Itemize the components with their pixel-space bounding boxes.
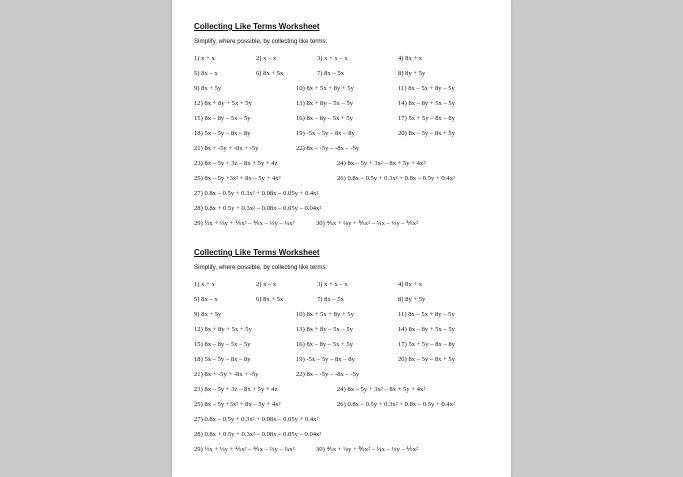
question-item: 21) 8x + -5y + -8x + -5y <box>194 145 259 152</box>
question-row <box>194 445 504 457</box>
question-item: 2) x – x <box>256 281 277 288</box>
question-item: 7) 8x – 5x <box>317 296 344 303</box>
question-item: 9) 8x + 5y <box>194 311 222 318</box>
question-item: 28) 0.8x + 0.5y + 0.3x² – 0.08x – 0.05y – 0.04x² <box>194 205 322 212</box>
question-item: 27) 0.8x – 0.5y + 0.3x² + 0.08x – 0.05y + 0.4x² <box>194 190 319 197</box>
question-row <box>194 114 504 126</box>
question-item: 15) 8x – 8y – 5x – 5y <box>194 115 251 122</box>
question-item: 2) x – x <box>256 55 277 62</box>
worksheet-title: Collecting Like Terms Worksheet <box>194 248 320 257</box>
question-row <box>194 129 504 141</box>
question-row <box>194 340 504 352</box>
question-item: 26) 0.8x – 0.5y + 0.3x² + 0.8x – 0.5y + 0.4x² <box>337 175 455 182</box>
question-item: 9) 8x + 5y <box>194 85 222 92</box>
question-item: 19) -5x – 5y – 8x – 8y <box>296 356 355 363</box>
question-item: 30) ⅘x + ⅛y + ⅗x² – ¼x – ⅓y – ⅕x² <box>316 220 418 227</box>
question-row <box>194 99 504 111</box>
question-item: 17) 5x + 5y – 8x – 8y <box>398 115 456 122</box>
question-row <box>194 355 504 367</box>
question-row <box>194 204 504 216</box>
question-row <box>194 189 504 201</box>
question-row <box>194 280 504 292</box>
question-item: 5) 8x – x <box>194 296 218 303</box>
question-item: 1) x + x <box>194 281 215 288</box>
worksheet-instruction: Simplify, where possible, by collecting like terms: <box>194 264 328 271</box>
question-item: 10) 8x + 5x + 8y + 5y <box>296 311 354 318</box>
question-row <box>194 295 504 307</box>
question-item: 14) 8x – 8y + 5x – 5y <box>398 326 456 333</box>
question-row <box>194 54 504 66</box>
question-item: 3) x + x – x <box>317 55 348 62</box>
question-row <box>194 325 504 337</box>
question-item: 12) 8x + 8y + 5x + 5y <box>194 326 252 333</box>
question-item: 4) 8x + x <box>398 55 423 62</box>
question-item: 13) 8x + 8y – 5x – 5y <box>296 100 354 107</box>
question-item: 5) 8x – x <box>194 70 218 77</box>
question-item: 25) 8x – 5y +3x² + 8x – 5y + 4x² <box>194 401 281 408</box>
question-item: 22) 8x – -5y – -8x – -5y <box>296 145 360 152</box>
question-row <box>194 430 504 442</box>
question-item: 28) 0.8x + 0.5y + 0.3x² – 0.08x – 0.05y – 0.04x² <box>194 431 322 438</box>
question-row <box>194 310 504 322</box>
document-page <box>172 0 511 477</box>
question-row <box>194 385 504 397</box>
question-item: 23) 8x – 5y + 3z – 8x + 5y + 4z <box>194 160 278 167</box>
question-item: 10) 8x + 5x + 8y + 5y <box>296 85 354 92</box>
question-item: 22) 8x – -5y – -8x – -5y <box>296 371 360 378</box>
question-row <box>194 174 504 186</box>
question-item: 24) 8x – 5y + 3x² – 8x + 5y + 4x² <box>337 160 426 167</box>
question-row <box>194 219 504 231</box>
worksheet-title: Collecting Like Terms Worksheet <box>194 22 320 31</box>
question-row <box>194 400 504 412</box>
question-row <box>194 84 504 96</box>
question-item: 8) 8y + 5y <box>398 70 426 77</box>
question-item: 20) 8x – 5y – 8x + 5y <box>398 356 456 363</box>
question-item: 26) 0.8x – 0.5y + 0.3x² + 0.8x – 0.5y + 0.4x² <box>337 401 455 408</box>
question-item: 30) ⅘x + ⅛y + ⅗x² – ¼x – ⅓y – ⅕x² <box>316 446 418 453</box>
question-item: 17) 5x + 5y – 8x – 8y <box>398 341 456 348</box>
question-item: 29) ½x + ⅓y + ⅕x² – ⅘x – ⅔y – ¼x² <box>194 446 295 453</box>
question-row <box>194 370 504 382</box>
question-item: 14) 8x – 8y + 5x – 5y <box>398 100 456 107</box>
question-item: 16) 8x – 8y – 5x + 5y <box>296 341 354 348</box>
question-row <box>194 159 504 171</box>
question-item: 11) 8x – 5x + 8y – 5y <box>398 85 455 92</box>
question-row <box>194 415 504 427</box>
question-item: 13) 8x + 8y – 5x – 5y <box>296 326 354 333</box>
question-item: 16) 8x – 8y – 5x + 5y <box>296 115 354 122</box>
worksheet-instruction: Simplify, where possible, by collecting like terms: <box>194 38 328 45</box>
question-item: 23) 8x – 5y + 3z – 8x + 5y + 4z <box>194 386 278 393</box>
question-item: 18) 5x – 5y – 8x – 8y <box>194 356 251 363</box>
question-item: 21) 8x + -5y + -8x + -5y <box>194 371 259 378</box>
question-item: 3) x + x – x <box>317 281 348 288</box>
question-item: 15) 8x – 8y – 5x – 5y <box>194 341 251 348</box>
question-item: 18) 5x – 5y – 8x – 8y <box>194 130 251 137</box>
question-item: 12) 8x + 8y + 5x + 5y <box>194 100 252 107</box>
question-item: 19) -5x – 5y – 8x – 8y <box>296 130 355 137</box>
question-item: 24) 8x – 5y + 3x² – 8x + 5y + 4x² <box>337 386 426 393</box>
question-item: 6) 8x + 5x <box>256 296 284 303</box>
question-item: 27) 0.8x – 0.5y + 0.3x² + 0.08x – 0.05y + 0.4x² <box>194 416 319 423</box>
question-item: 4) 8x + x <box>398 281 423 288</box>
question-row <box>194 144 504 156</box>
question-row <box>194 69 504 81</box>
question-item: 6) 8x + 5x <box>256 70 284 77</box>
question-item: 8) 8y + 5y <box>398 296 426 303</box>
question-item: 7) 8x – 5x <box>317 70 344 77</box>
question-item: 11) 8x – 5x + 8y – 5y <box>398 311 455 318</box>
question-item: 20) 8x – 5y – 8x + 5y <box>398 130 456 137</box>
question-item: 1) x + x <box>194 55 215 62</box>
question-item: 25) 8x – 5y +3x² + 8x – 5y + 4x² <box>194 175 281 182</box>
question-item: 29) ½x + ⅓y + ⅕x² – ⅘x – ⅔y – ¼x² <box>194 220 295 227</box>
